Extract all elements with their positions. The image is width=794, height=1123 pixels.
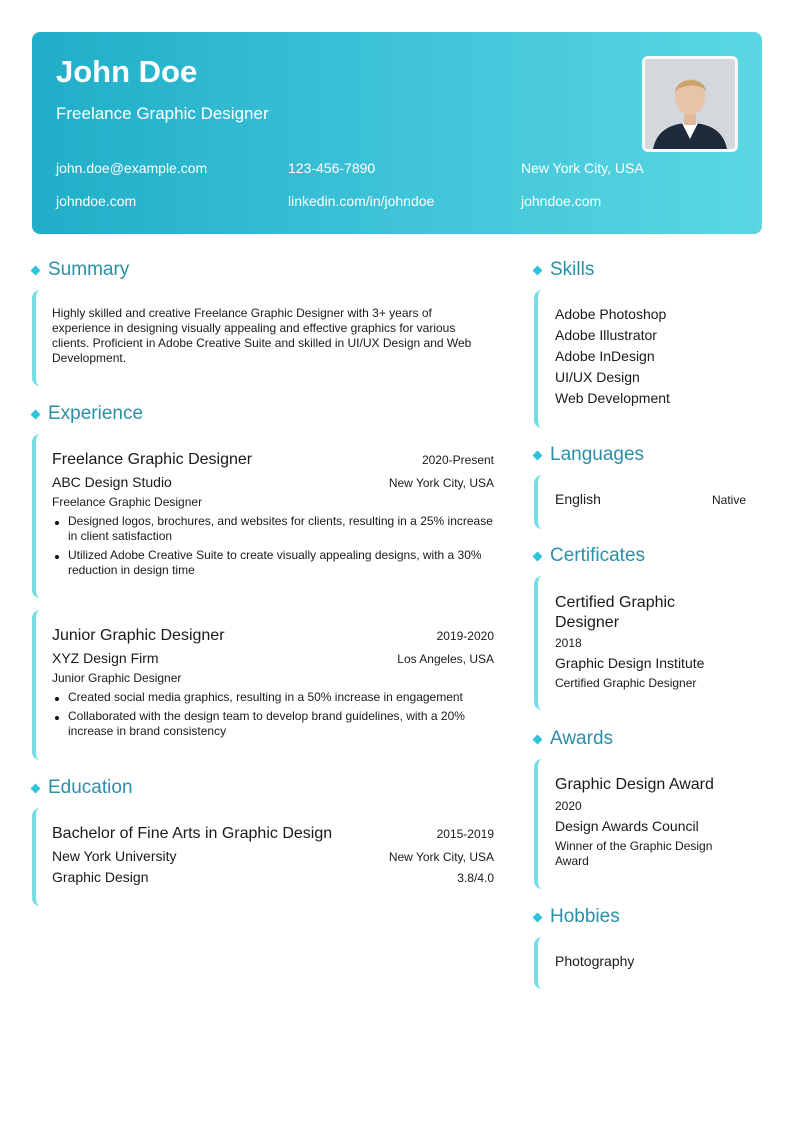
- experience-heading-label: Experience: [48, 403, 144, 424]
- certificate-year: 2018: [555, 636, 582, 650]
- skill-item: Adobe Illustrator: [555, 327, 657, 343]
- certificates-heading: [532, 545, 645, 567]
- award-year: 2020: [555, 799, 582, 813]
- list-item: Designed logos, brochures, and websites for clients, resulting in a 25% increase in client satisfaction: [52, 514, 494, 544]
- contact-linkedin[interactable]: linkedin.com/in/johndoe: [288, 193, 435, 209]
- languages-heading-label: Languages: [550, 444, 645, 465]
- education-field-row: [52, 869, 494, 885]
- education-heading: [30, 777, 133, 799]
- list-item: Collaborated with the design team to develop brand guidelines, with a 20% increase in brand consistency: [52, 709, 494, 739]
- contact-website[interactable]: johndoe.com: [56, 193, 137, 209]
- experience-1-bullets: [52, 514, 494, 582]
- field-of-study: Graphic Design: [52, 869, 149, 885]
- job-dates: 2020-Present: [421, 453, 494, 467]
- job-location: New York City, USA: [388, 476, 494, 490]
- languages-heading: [532, 444, 644, 466]
- awards-heading-label: Awards: [550, 728, 614, 749]
- contact-phone[interactable]: 123-456-7890: [288, 160, 376, 176]
- certificate-title: Certified Graphic Designer: [555, 594, 676, 631]
- language-row: [555, 491, 746, 507]
- diamond-bullet-icon: [31, 783, 41, 793]
- awards-heading: [532, 728, 613, 750]
- job-title: Junior Graphic Designer: [52, 627, 225, 644]
- company-name: XYZ Design Firm: [52, 650, 159, 666]
- diamond-bullet-icon: [533, 450, 543, 460]
- skills-heading-label: Skills: [550, 259, 595, 280]
- summary-heading: [30, 259, 129, 281]
- contact-portfolio[interactable]: johndoe.com: [521, 193, 602, 209]
- experience-2-bullets: [52, 690, 494, 743]
- job-title: Freelance Graphic Designer: [52, 451, 253, 468]
- list-item: Utilized Adobe Creative Suite to create visually appealing designs, with a 30% reduction in design time: [52, 548, 494, 578]
- job-location: Los Angeles, USA: [397, 652, 494, 666]
- skill-item: Adobe InDesign: [555, 348, 655, 364]
- experience-heading: [30, 403, 143, 425]
- award-description: Winner of the Graphic Design Award: [555, 839, 713, 868]
- experience-2-company-row: [52, 650, 494, 666]
- degree-name: Bachelor of Fine Arts in Graphic Design: [52, 825, 333, 842]
- diamond-bullet-icon: [533, 734, 543, 744]
- school-name: New York University: [52, 848, 177, 864]
- diamond-bullet-icon: [533, 551, 543, 561]
- experience-1-title-row: [52, 451, 494, 469]
- contact-email[interactable]: john.doe@example.com: [56, 160, 208, 176]
- profile-photo: [642, 56, 738, 152]
- job-role: Freelance Graphic Designer: [52, 495, 203, 509]
- experience-2-title-row: [52, 627, 494, 645]
- skill-item: UI/UX Design: [555, 369, 640, 385]
- resume-header: [32, 32, 762, 234]
- education-dates: 2015-2019: [436, 827, 494, 841]
- candidate-title: Freelance Graphic Designer: [56, 104, 269, 123]
- diamond-bullet-icon: [533, 265, 543, 275]
- skills-heading: [532, 259, 594, 281]
- summary-heading-label: Summary: [48, 259, 130, 280]
- hobby-item: Photography: [555, 953, 635, 969]
- skill-item: Web Development: [555, 390, 670, 406]
- diamond-bullet-icon: [31, 409, 41, 419]
- diamond-bullet-icon: [533, 912, 543, 922]
- education-degree-row: [52, 825, 494, 843]
- diamond-bullet-icon: [31, 265, 41, 275]
- list-item: Created social media graphics, resulting in a 50% increase in engagement: [52, 690, 494, 705]
- hobbies-heading-label: Hobbies: [550, 906, 620, 927]
- company-name: ABC Design Studio: [52, 474, 172, 490]
- language-name: English: [555, 491, 601, 507]
- school-location: New York City, USA: [388, 850, 494, 864]
- summary-text: Highly skilled and creative Freelance Graphic Designer with 3+ years of experience in designing visually appealing and effective graphics for various clients. Proficient in Adobe Creative Suite and skilled in UI/UX Design and Web Development.: [52, 306, 472, 365]
- job-role: Junior Graphic Designer: [52, 671, 182, 685]
- job-dates: 2019-2020: [436, 629, 494, 643]
- person-avatar-icon: [645, 59, 735, 149]
- education-heading-label: Education: [48, 777, 133, 798]
- certificate-issuer: Graphic Design Institute: [555, 655, 705, 671]
- certificate-description: Certified Graphic Designer: [555, 676, 697, 690]
- skill-item: Adobe Photoshop: [555, 306, 667, 322]
- hobbies-heading: [532, 906, 620, 928]
- candidate-name: John Doe: [56, 54, 198, 89]
- certificates-heading-label: Certificates: [550, 545, 646, 566]
- contact-location: New York City, USA: [521, 160, 644, 176]
- language-level: Native: [711, 493, 746, 507]
- experience-1-company-row: [52, 474, 494, 490]
- award-issuer: Design Awards Council: [555, 818, 699, 834]
- education-school-row: [52, 848, 494, 864]
- gpa: 3.8/4.0: [457, 871, 494, 885]
- award-title: Graphic Design Award: [555, 776, 714, 793]
